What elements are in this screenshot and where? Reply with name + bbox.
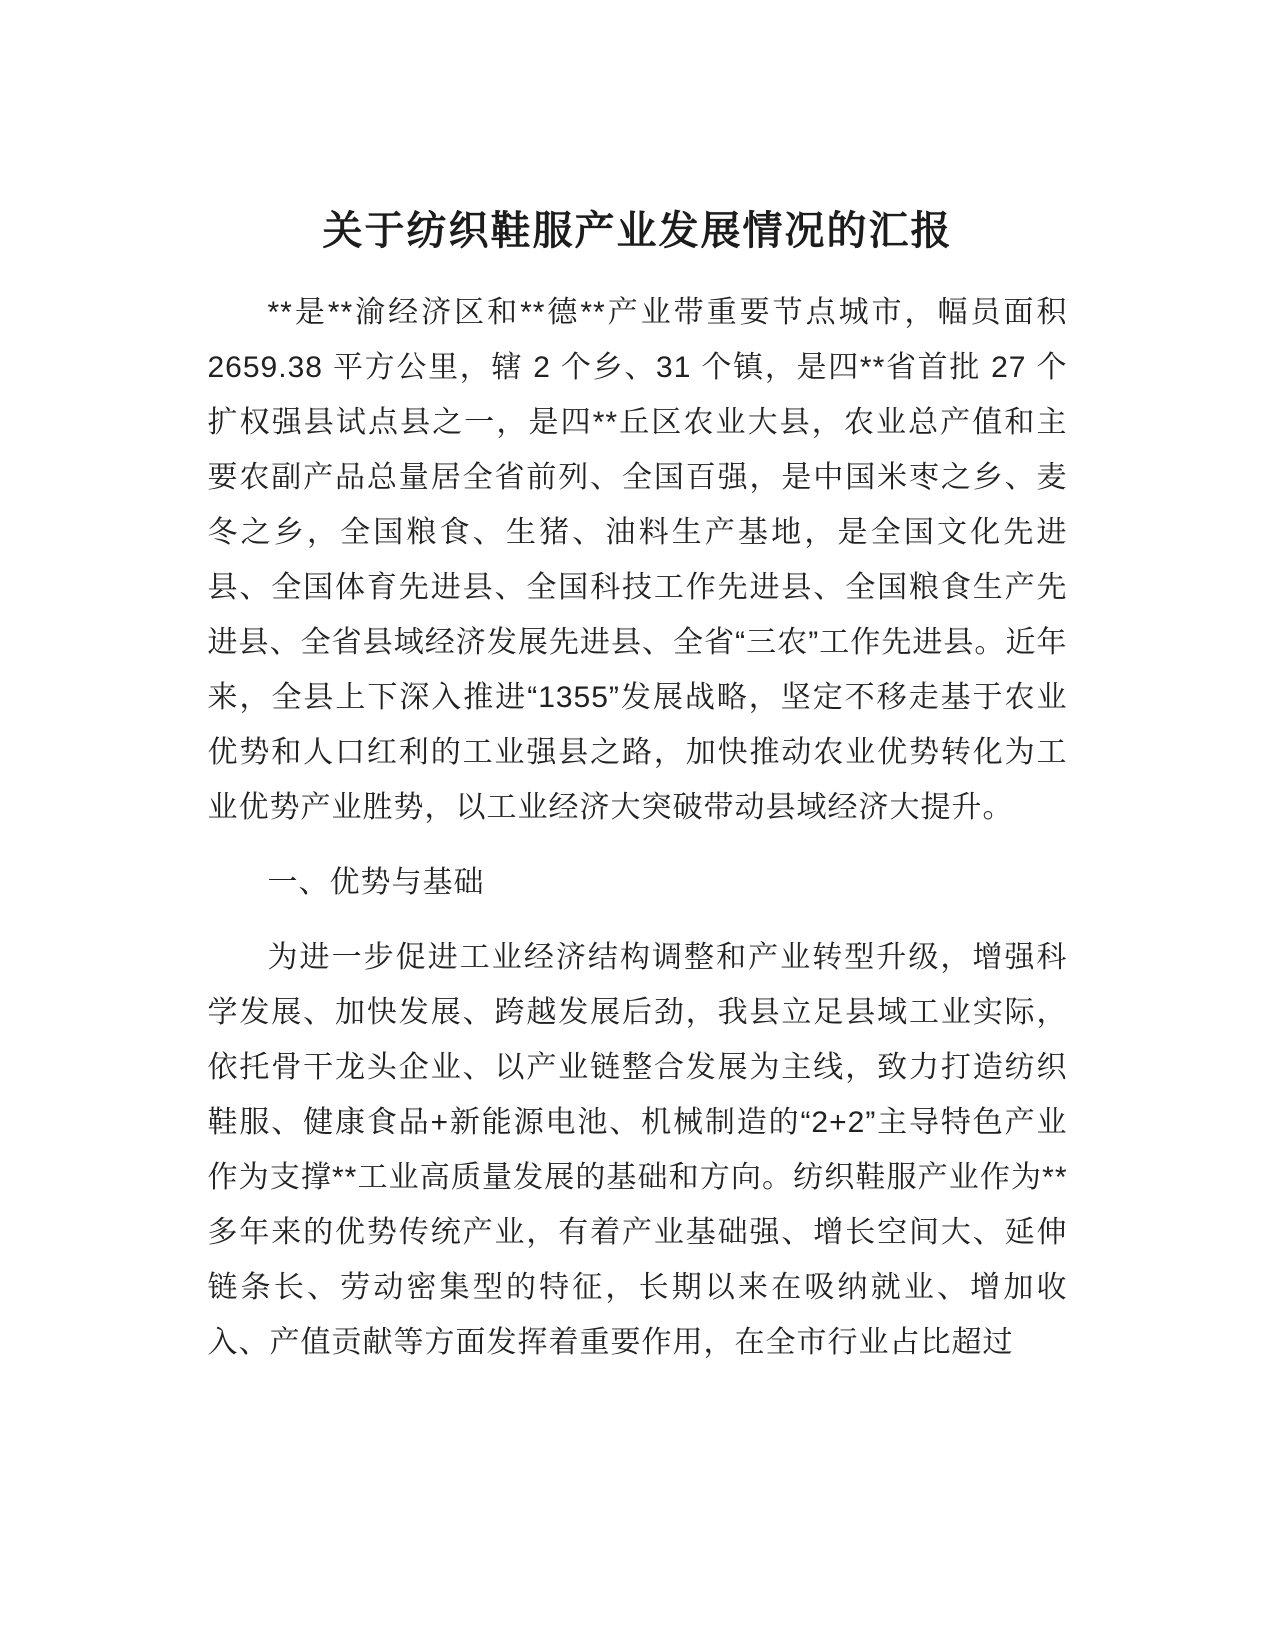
paragraph-section-one: 为进一步促进工业经济结构调整和产业转型升级，增强科学发展、加快发展、跨越发展后劲，我县立足县域工业实际，依托骨干龙头企业、以产业链整合发展为主线，致力打造纺织鞋服、健康食品+新能源电池、机械制造的“2+2”主导特色产业作为支撑**工业高质量发展的基础和方向。纺织鞋服产业作为**多年来的优势传统产业，有着产业基础强、增长空间大、延伸链条长、劳动密集型的特征，长期以来在吸纳就业、增加收入、产值贡献等方面发挥着重要作用，在全市行业占比超过 xyxy=(207,941,1068,1359)
paragraph-intro: **是**渝经济区和**德**产业带重要节点城市，幅员面积2659.38 平方公里，辖 2 个乡、31 个镇，是四**省首批 27 个扩权强县试点县之一，是四**丘区农业大县，农业总产值和主要农副产品总量居全省前列、全国百强，是中国米枣之乡、麦冬之乡，全国粮食、生猪、油料生产基地，是全国文化先进县、全国体育先进县、全国科技工作先进县、全国粮食生产先进县、全省县域经济发展先进县、全省“三农”工作先进县。近年来，全县上下深入推进“1355”发展战略，坚定不移走基于农业优势和人口红利的工业强县之路，加快推动农业优势转化为工业优势产业胜势，以工业经济大突破带动县域经济大提升。 xyxy=(207,296,1068,824)
section-heading-advantages: 一、优势与基础 xyxy=(267,866,485,899)
document-title: 关于纺织鞋服产业发展情况的汇报 xyxy=(322,209,953,253)
document-page xyxy=(208,0,1068,1370)
